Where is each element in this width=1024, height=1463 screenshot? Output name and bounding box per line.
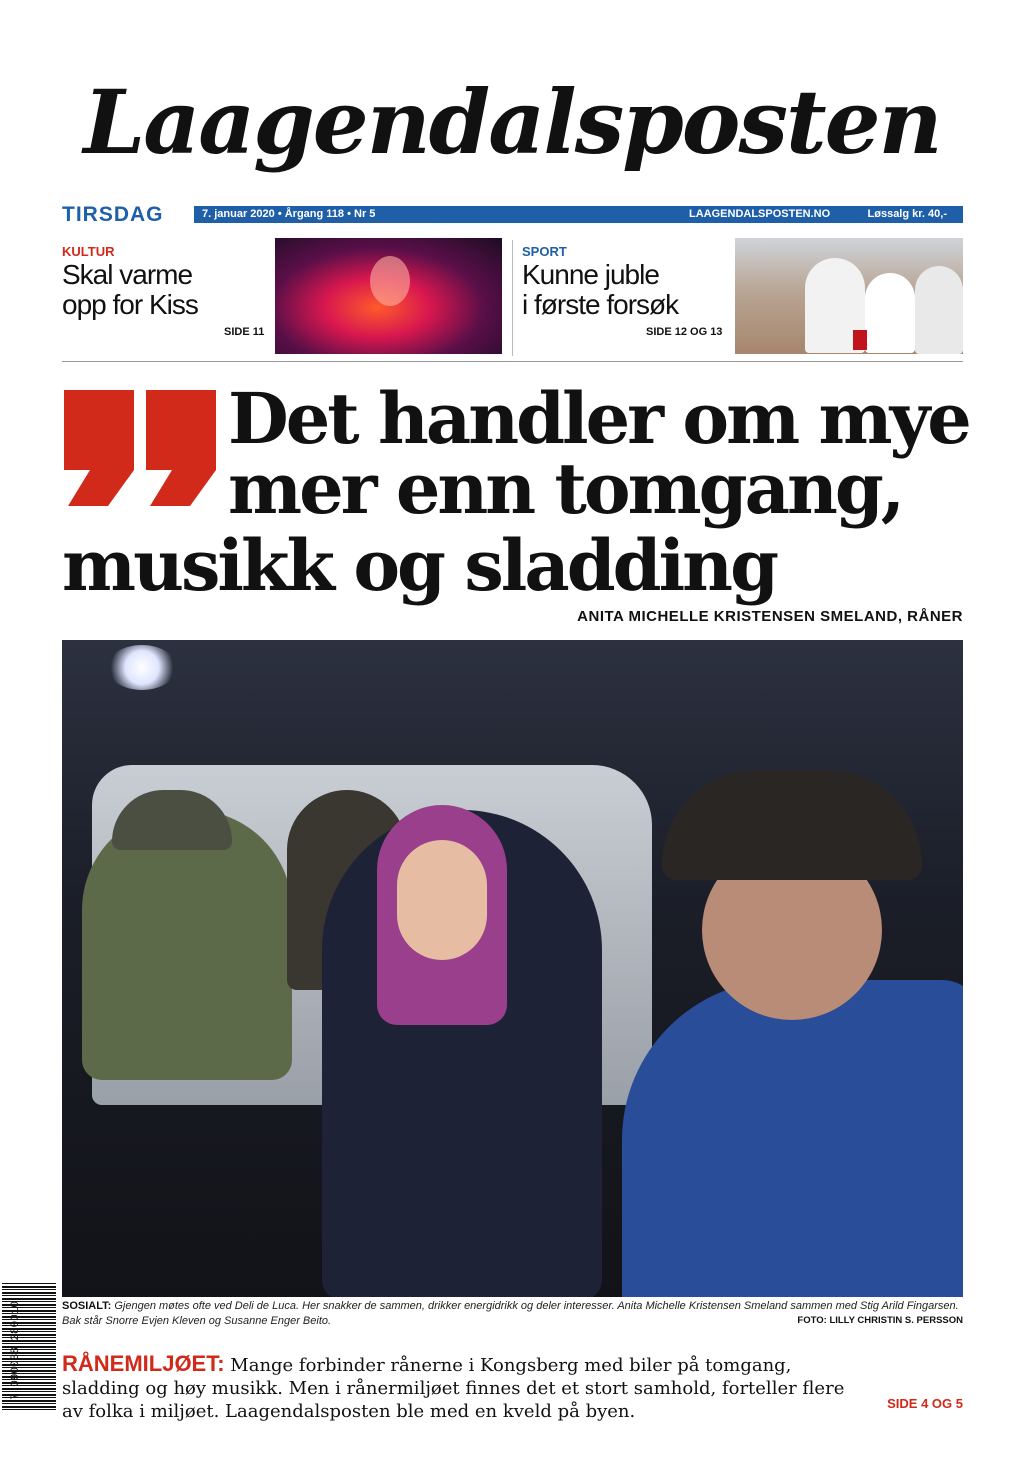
summary bbox=[62, 1352, 862, 1423]
face-center bbox=[397, 840, 487, 960]
masthead-logo: Laagendalsposten bbox=[83, 70, 941, 174]
website-link[interactable]: LAAGENDALSPOSTEN.NO bbox=[689, 208, 831, 220]
teaser-headline-line: i første forsøk bbox=[522, 289, 679, 320]
stage-light bbox=[370, 256, 410, 306]
main-headline-line-3: musikk og sladding bbox=[62, 524, 777, 607]
teaser-kicker: KULTUR bbox=[62, 244, 115, 259]
caption-text: Gjengen møtes ofte ved Deli de Luca. Her snakker de sammen, drikker energidrikk og deler interesser. Anita Michelle Kristensen Smeland sammen med Stig Arild Fingarsen. Bak står Snorre Evjen Kleven og Susanne Enger Beito. bbox=[62, 1300, 959, 1327]
teaser-divider bbox=[512, 240, 513, 356]
interior-light bbox=[107, 645, 177, 690]
cap-right bbox=[662, 770, 922, 880]
person-left bbox=[82, 810, 292, 1080]
photo-credit: FOTO: LILLY CHRISTIN S. PERSSON bbox=[797, 1315, 963, 1326]
barcode-number: 7 090038 280010 bbox=[10, 1300, 22, 1400]
teaser-page-ref: SIDE 12 OG 13 bbox=[646, 326, 723, 338]
teaser-sport[interactable] bbox=[522, 238, 963, 356]
main-headline-line-1: Det handler om mye bbox=[228, 377, 969, 460]
caption-label: SOSIALT: bbox=[62, 1300, 112, 1312]
teaser-headline bbox=[62, 260, 198, 320]
main-headline-line-2: mer enn tomgang, bbox=[228, 447, 903, 530]
person-right bbox=[622, 980, 963, 1297]
teaser-headline bbox=[522, 260, 678, 320]
main-photo bbox=[62, 640, 963, 1297]
teaser-headline-line: Skal varme bbox=[62, 259, 193, 290]
handball-photo bbox=[735, 238, 963, 354]
player-figure bbox=[915, 266, 963, 354]
teaser-kicker: SPORT bbox=[522, 244, 567, 259]
quote-mark-icon bbox=[62, 390, 218, 510]
concert-photo bbox=[275, 238, 502, 354]
quote-byline: ANITA MICHELLE KRISTENSEN SMELAND, RÅNER bbox=[577, 608, 963, 625]
main-page-ref: SIDE 4 OG 5 bbox=[887, 1396, 963, 1411]
issue-price: Løssalg kr. 40,- bbox=[867, 208, 947, 220]
weekday: TIRSDAG bbox=[62, 203, 164, 226]
issue-date: 7. januar 2020 • Årgang 118 • Nr 5 bbox=[202, 208, 376, 220]
player-figure bbox=[865, 273, 915, 353]
teaser-kultur[interactable] bbox=[62, 238, 502, 356]
teaser-page-ref: SIDE 11 bbox=[224, 326, 265, 338]
teaser-headline-line: opp for Kiss bbox=[62, 289, 198, 320]
summary-label: RÅNEMILJØET: bbox=[62, 1351, 225, 1376]
masthead bbox=[0, 40, 1024, 205]
issue-info-bar bbox=[194, 206, 963, 223]
teaser-headline-line: Kunne juble bbox=[522, 259, 659, 290]
section-rule bbox=[62, 361, 963, 362]
team-badge bbox=[853, 330, 867, 350]
summary-text: Mange forbinder rånerne i Kongsberg med biler på tomgang, sladding og høy musikk. Men i rånermiljøet finnes det et stort samhold, forteller flere av folka i miljøet. Laagendalsposten ble med en kveld på byen. bbox=[62, 1355, 845, 1422]
